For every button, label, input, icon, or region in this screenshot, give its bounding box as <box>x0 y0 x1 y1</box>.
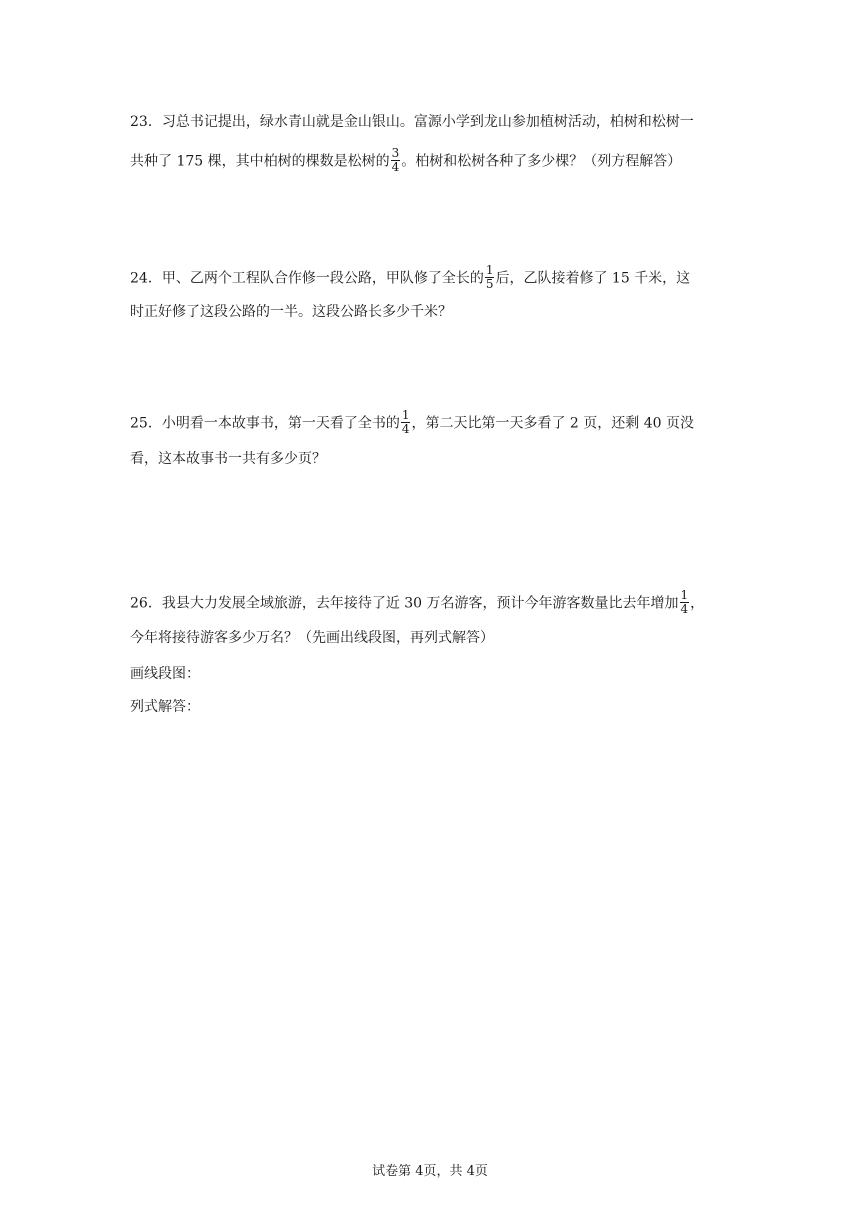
q23-text-2b: 。柏树和松树各种了多少棵？（列方程解答） <box>401 153 682 170</box>
q26-text-2: 今年将接待游客多少万名？（先画出线段图，再列式解答） <box>130 630 494 646</box>
q24-fraction <box>485 264 495 291</box>
q26-line1 <box>130 588 705 616</box>
q25-fraction <box>401 409 411 436</box>
q23-line2 <box>130 146 682 174</box>
fraction-denominator: 4 <box>680 602 689 616</box>
q26-text-1a: 26．我县大力发展全域旅游，去年接待了近 30 万名游客，预计今年游客数量比去年增加 <box>130 595 679 612</box>
q25-text-2: 看，这本故事书一共有多少页？ <box>130 451 326 467</box>
page-footer: 试卷第 4页，共 4页 <box>372 1164 488 1179</box>
q26-fraction <box>680 589 690 616</box>
q25-text-1b: ，第二天比第一天多看了 2 页，还剩 40 页没 <box>411 415 694 432</box>
q26-solve-label: 列式解答： <box>130 699 200 715</box>
q23-text-2a: 共种了 175 棵，其中柏树的棵数是松树的 <box>130 153 390 170</box>
q24-line1 <box>130 263 691 291</box>
q26-text-1b: ， <box>690 595 705 612</box>
q23-fraction <box>391 147 401 174</box>
q26-line2 <box>130 628 494 648</box>
fraction-denominator: 4 <box>391 160 400 174</box>
q23-line1 <box>130 112 694 132</box>
q25-line2 <box>130 449 326 469</box>
q24-text-1a: 24．甲、乙两个工程队合作修一段公路，甲队修了全长的 <box>130 270 484 287</box>
fraction-numerator: 1 <box>485 263 494 277</box>
q26-line3 <box>130 664 200 684</box>
fraction-numerator: 3 <box>391 146 400 160</box>
q25-text-1a: 25．小明看一本故事书，第一天看了全书的 <box>130 415 400 432</box>
q26-draw-label: 画线段图： <box>130 666 200 682</box>
q26-line4 <box>130 697 200 717</box>
q24-line2 <box>130 302 452 322</box>
q25-line1 <box>130 408 694 436</box>
q24-text-1b: 后，乙队接着修了 15 千米，这 <box>495 270 691 287</box>
q23-text-1: 23．习总书记提出，绿水青山就是金山银山。富源小学到龙山参加植树活动，柏树和松树一 <box>130 114 694 130</box>
fraction-denominator: 5 <box>485 277 494 291</box>
fraction-numerator: 1 <box>401 408 410 422</box>
fraction-denominator: 4 <box>401 422 410 436</box>
fraction-numerator: 1 <box>680 588 689 602</box>
q24-text-2: 时正好修了这段公路的一半。这段公路长多少千米？ <box>130 304 452 320</box>
